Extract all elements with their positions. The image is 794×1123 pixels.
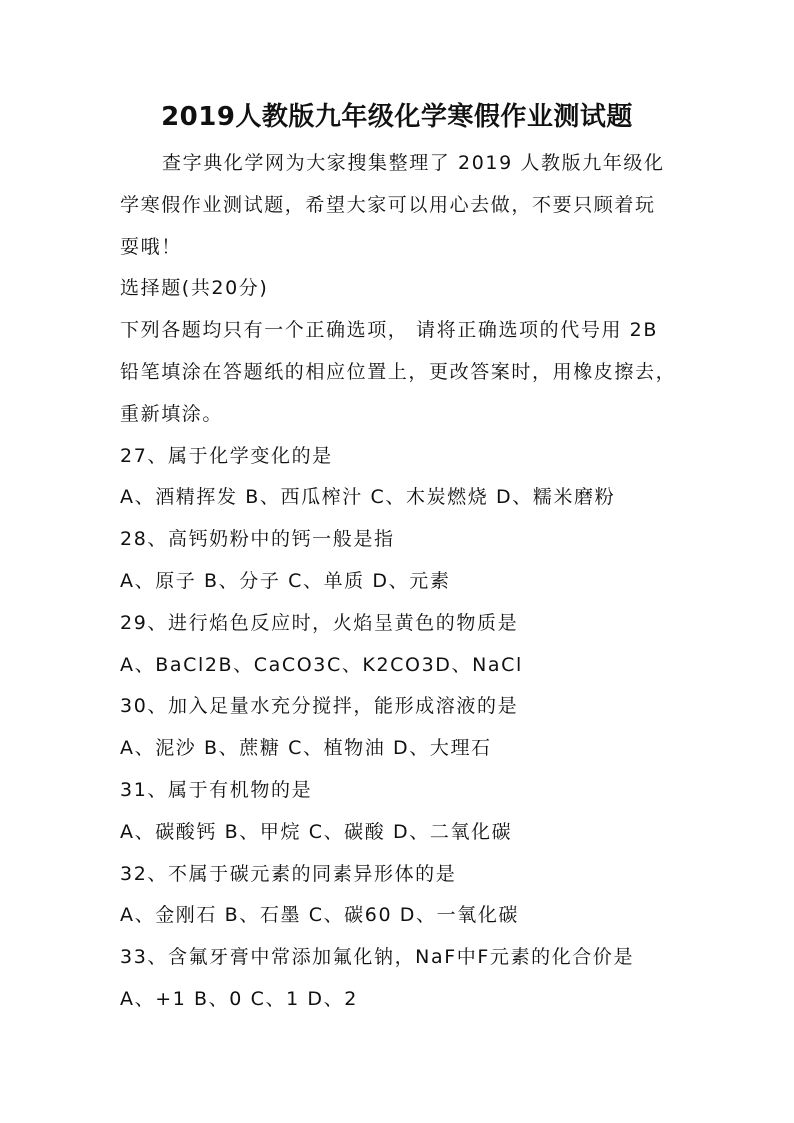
- question-33-stem: 33、含氟牙膏中常添加氟化钠，NaF中F元素的化合价是: [120, 946, 635, 969]
- intro-line-3: 耍哦！: [120, 235, 182, 258]
- instruction-line-1: 下列各题均只有一个正确选项， 请将正确选项的代号用 2B: [120, 319, 659, 342]
- question-31-options: A、碳酸钙 B、甲烷 C、碳酸 D、二氧化碳: [120, 820, 513, 843]
- document-title: 2019人教版九年级化学寒假作业测试题: [161, 102, 633, 132]
- document-body: [120, 143, 680, 1021]
- instruction-line-3: 重新填涂。: [120, 402, 224, 425]
- question-28-stem: 28、高钙奶粉中的钙一般是指: [120, 528, 395, 551]
- question-32-stem: 32、不属于碳元素的同素异形体的是: [120, 862, 457, 885]
- question-27-options: A、酒精挥发 B、西瓜榨汁 C、木炭燃烧 D、糯米磨粉: [120, 486, 616, 509]
- intro-line-2: 学寒假作业测试题，希望大家可以用心去做，不要只顾着玩: [120, 193, 656, 216]
- question-30-stem: 30、加入足量水充分搅拌，能形成溶液的是: [120, 695, 519, 718]
- question-32-options: A、金刚石 B、石墨 C、碳60 D、一氧化碳: [120, 904, 520, 927]
- question-30-options: A、泥沙 B、蔗糖 C、植物油 D、大理石: [120, 737, 492, 760]
- question-33-options: A、+1 B、0 C、1 D、2: [120, 987, 358, 1010]
- question-27-stem: 27、属于化学变化的是: [120, 444, 333, 467]
- question-29-stem: 29、进行焰色反应时，火焰呈黄色的物质是: [120, 611, 519, 634]
- instruction-line-2: 铅笔填涂在答题纸的相应位置上，更改答案时，用橡皮擦去，: [120, 360, 677, 383]
- section-title: 选择题(共20分): [120, 277, 269, 300]
- intro-line-1: 查字典化学网为大家搜集整理了 2019 人教版九年级化: [162, 152, 665, 174]
- question-28-options: A、原子 B、分子 C、单质 D、元素: [120, 569, 451, 592]
- question-29-options: A、BaCl2B、CaCO3C、K2CO3D、NaCl: [120, 653, 523, 676]
- question-31-stem: 31、属于有机物的是: [120, 778, 313, 801]
